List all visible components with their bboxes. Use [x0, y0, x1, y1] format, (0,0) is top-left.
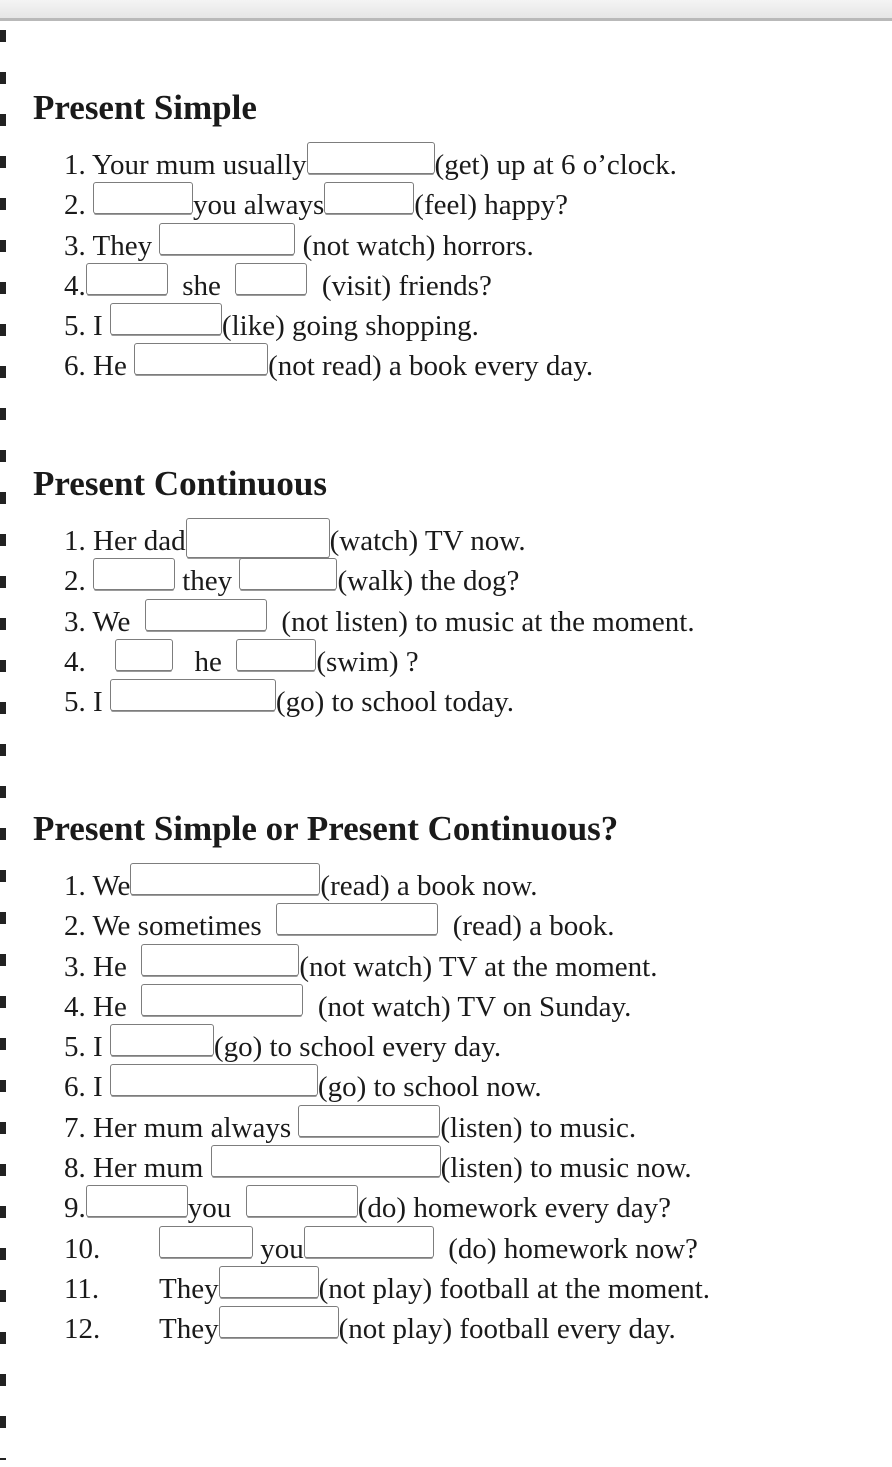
item-text-before: Your mum usually — [91, 149, 307, 181]
item-number: 3. — [64, 950, 86, 983]
item-number: 3. — [64, 605, 86, 638]
item-text-before: they — [182, 565, 233, 598]
answer-blank[interactable] — [219, 1266, 319, 1298]
item-text-before: He — [93, 990, 127, 1023]
item-text-after: (do) homework now? — [448, 1232, 698, 1265]
exercise-item — [64, 518, 695, 558]
item-text-before: Her mum always — [93, 1111, 292, 1144]
section-present-continuous — [33, 464, 695, 719]
answer-blank[interactable] — [159, 1226, 253, 1258]
answer-blank[interactable] — [235, 263, 307, 295]
answer-blank[interactable] — [86, 263, 168, 295]
item-text-after: (go) to school every day. — [213, 1031, 502, 1064]
item-text-after: (not watch) TV at the moment. — [299, 950, 658, 983]
item-number: 11. — [64, 1272, 100, 1305]
exercise-list — [64, 863, 710, 1347]
answer-blank[interactable] — [239, 558, 337, 590]
exercise-item — [64, 223, 677, 263]
answer-blank[interactable] — [93, 558, 175, 590]
item-text-before: They — [92, 229, 153, 262]
item-text-after: (read) a book now. — [320, 870, 538, 902]
exercise-item — [64, 1105, 710, 1145]
item-text-after: (go) to school today. — [275, 686, 515, 719]
item-text-before: He — [93, 350, 127, 383]
item-text-after: (not watch) TV on Sunday. — [317, 990, 632, 1023]
item-number: 6. — [64, 1071, 86, 1104]
item-number: 8. — [64, 1152, 86, 1185]
item-text-after: (get) up at 6 o’clock. — [434, 149, 677, 181]
item-text-before: Her dad — [93, 525, 186, 557]
section-mixed-tenses — [33, 809, 710, 1347]
item-text-after: (read) a book. — [452, 910, 615, 943]
exercise-list — [64, 518, 695, 719]
item-text-after: (swim) ? — [316, 645, 419, 678]
exercise-item — [64, 863, 710, 903]
item-number: 4. — [64, 645, 86, 678]
section-title: Present Simple — [33, 88, 257, 127]
answer-blank[interactable] — [307, 142, 435, 174]
answer-blank[interactable] — [211, 1145, 441, 1177]
exercise-item — [64, 1064, 710, 1104]
item-text-before: I — [93, 1031, 103, 1064]
exercise-item — [64, 142, 677, 182]
answer-blank[interactable] — [276, 903, 438, 935]
item-text-after: (listen) to music now. — [440, 1152, 692, 1185]
item-text-before: you — [187, 1192, 232, 1225]
item-text-before: We sometimes — [92, 910, 262, 943]
item-number: 3. — [64, 229, 86, 262]
item-text-before: I — [93, 1071, 103, 1104]
item-text-before: I — [93, 686, 103, 719]
exercise-item — [64, 984, 710, 1024]
item-number: 9. — [64, 1192, 86, 1225]
item-text-after: (not play) football at the moment. — [318, 1272, 710, 1305]
exercise-item — [64, 639, 695, 679]
item-number: 4. — [64, 990, 86, 1023]
item-number: 5. — [64, 686, 86, 719]
item-number: 2. — [64, 565, 86, 598]
answer-blank[interactable] — [93, 182, 193, 214]
exercise-item — [64, 1306, 710, 1346]
answer-blank[interactable] — [145, 599, 267, 631]
exercise-item — [64, 182, 677, 222]
item-text-before: he — [194, 645, 222, 678]
item-text-before: she — [182, 269, 221, 302]
exercise-list — [64, 142, 677, 384]
exercise-item — [64, 1145, 710, 1185]
item-number: 10. — [64, 1232, 101, 1265]
answer-blank[interactable] — [110, 679, 276, 711]
exercise-item — [64, 599, 695, 639]
section-title: Present Continuous — [33, 464, 327, 503]
answer-blank[interactable] — [110, 303, 222, 335]
item-text-before: We — [92, 605, 131, 638]
item-text-after: (go) to school now. — [317, 1071, 542, 1104]
item-number: 12. — [64, 1313, 101, 1346]
answer-blank[interactable] — [324, 182, 414, 214]
exercise-item — [64, 944, 710, 984]
item-number: 5. — [64, 1031, 86, 1064]
exercise-item — [64, 343, 677, 383]
item-number: 2. — [64, 189, 86, 222]
item-number: 6. — [64, 350, 86, 383]
item-text-after: (walk) the dog? — [337, 565, 520, 598]
exercise-item — [64, 263, 677, 303]
answer-blank[interactable] — [236, 639, 316, 671]
exercise-item — [64, 1185, 710, 1225]
item-text-after: (not listen) to music at the moment. — [281, 605, 695, 638]
item-text-before: you — [260, 1232, 304, 1265]
answer-blank[interactable] — [141, 984, 303, 1016]
answer-blank[interactable] — [219, 1306, 339, 1338]
answer-blank[interactable] — [110, 1024, 214, 1056]
page-binding-edge — [0, 30, 6, 1460]
item-text-before: We — [92, 870, 131, 902]
item-text-before: They — [159, 1272, 219, 1305]
top-toolbar-strip — [0, 0, 892, 21]
item-text-after: (listen) to music. — [440, 1111, 637, 1144]
item-text-after: (watch) TV now. — [329, 525, 526, 557]
item-text-before: They — [159, 1313, 219, 1346]
answer-blank[interactable] — [115, 639, 173, 671]
item-text-before: Her mum — [93, 1152, 204, 1185]
answer-blank[interactable] — [141, 944, 299, 976]
exercise-item — [64, 1024, 710, 1064]
item-number: 4. — [64, 269, 86, 302]
answer-blank[interactable] — [134, 343, 268, 375]
item-text-after: (visit) friends? — [321, 269, 492, 302]
exercise-item — [64, 1226, 710, 1266]
answer-blank[interactable] — [130, 863, 320, 895]
exercise-item — [64, 558, 695, 598]
item-number: 1. — [64, 870, 86, 902]
exercise-item — [64, 903, 710, 943]
answer-blank[interactable] — [110, 1064, 318, 1096]
item-text-after: (not watch) horrors. — [302, 229, 534, 262]
item-text-after: (not play) football every day. — [338, 1313, 676, 1346]
item-number: 5. — [64, 310, 86, 343]
answer-blank[interactable] — [298, 1105, 440, 1137]
answer-blank[interactable] — [159, 223, 295, 255]
item-text-after: (like) going shopping. — [221, 310, 479, 343]
exercise-item — [64, 1266, 710, 1306]
exercise-item — [64, 303, 677, 343]
section-title: Present Simple or Present Continuous? — [33, 809, 619, 848]
item-text-before: I — [93, 310, 103, 343]
answer-blank[interactable] — [246, 1185, 358, 1217]
item-text-before: He — [93, 950, 127, 983]
item-number: 7. — [64, 1111, 86, 1144]
item-text-before: you always — [193, 189, 325, 222]
section-present-simple — [33, 88, 677, 384]
item-text-after: (not read) a book every day. — [268, 350, 594, 383]
answer-blank[interactable] — [186, 518, 330, 558]
item-number: 1. — [64, 525, 86, 557]
item-text-after: (do) homework every day? — [357, 1192, 671, 1225]
item-number: 1. — [64, 149, 86, 181]
item-number: 2. — [64, 910, 86, 943]
exercise-item — [64, 679, 695, 719]
answer-blank[interactable] — [304, 1226, 434, 1258]
answer-blank[interactable] — [86, 1185, 188, 1217]
item-text-after: (feel) happy? — [414, 189, 569, 222]
